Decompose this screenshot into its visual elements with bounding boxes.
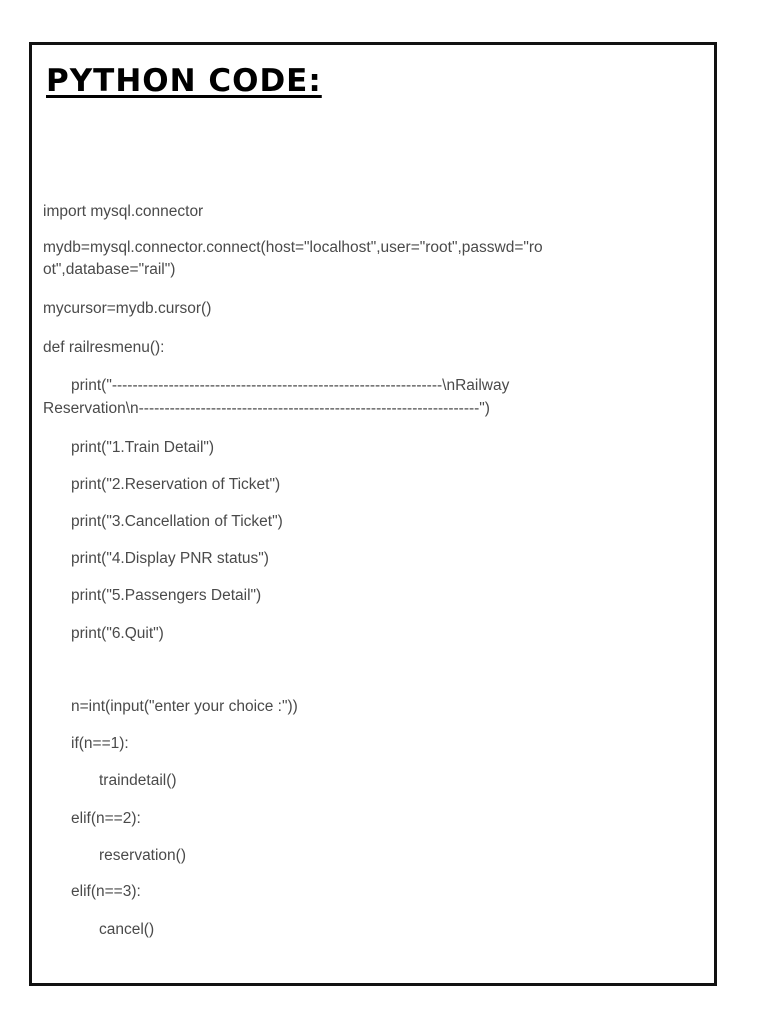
code-line: if(n==1): <box>71 735 129 752</box>
code-line: print("----------------------------------------------------------------\nRailway <box>71 377 510 394</box>
code-line: elif(n==3): <box>71 883 141 900</box>
code-line: mycursor=mydb.cursor() <box>43 300 212 317</box>
code-line: import mysql.connector <box>43 203 204 220</box>
code-line: n=int(input("enter your choice :")) <box>71 698 298 715</box>
code-line: ot",database="rail") <box>43 261 176 278</box>
page-title: PYTHON CODE: <box>46 63 322 99</box>
code-line: cancel() <box>99 921 155 938</box>
code-line: reservation() <box>99 847 186 864</box>
document-page <box>29 42 717 986</box>
code-line: print("6.Quit") <box>71 625 164 642</box>
code-line: print("2.Reservation of Ticket") <box>71 476 281 493</box>
code-line: def railresmenu(): <box>43 339 165 356</box>
code-line: print("4.Display PNR status") <box>71 550 269 567</box>
code-line: mydb=mysql.connector.connect(host="localhost",user="root",passwd="ro <box>43 239 543 256</box>
code-line: print("1.Train Detail") <box>71 439 215 456</box>
code-line: print("3.Cancellation of Ticket") <box>71 513 283 530</box>
code-line: elif(n==2): <box>71 810 141 827</box>
code-line: traindetail() <box>99 772 177 789</box>
code-line: Reservation\n------------------------------------------------------------------") <box>43 400 490 417</box>
code-line: print("5.Passengers Detail") <box>71 587 262 604</box>
